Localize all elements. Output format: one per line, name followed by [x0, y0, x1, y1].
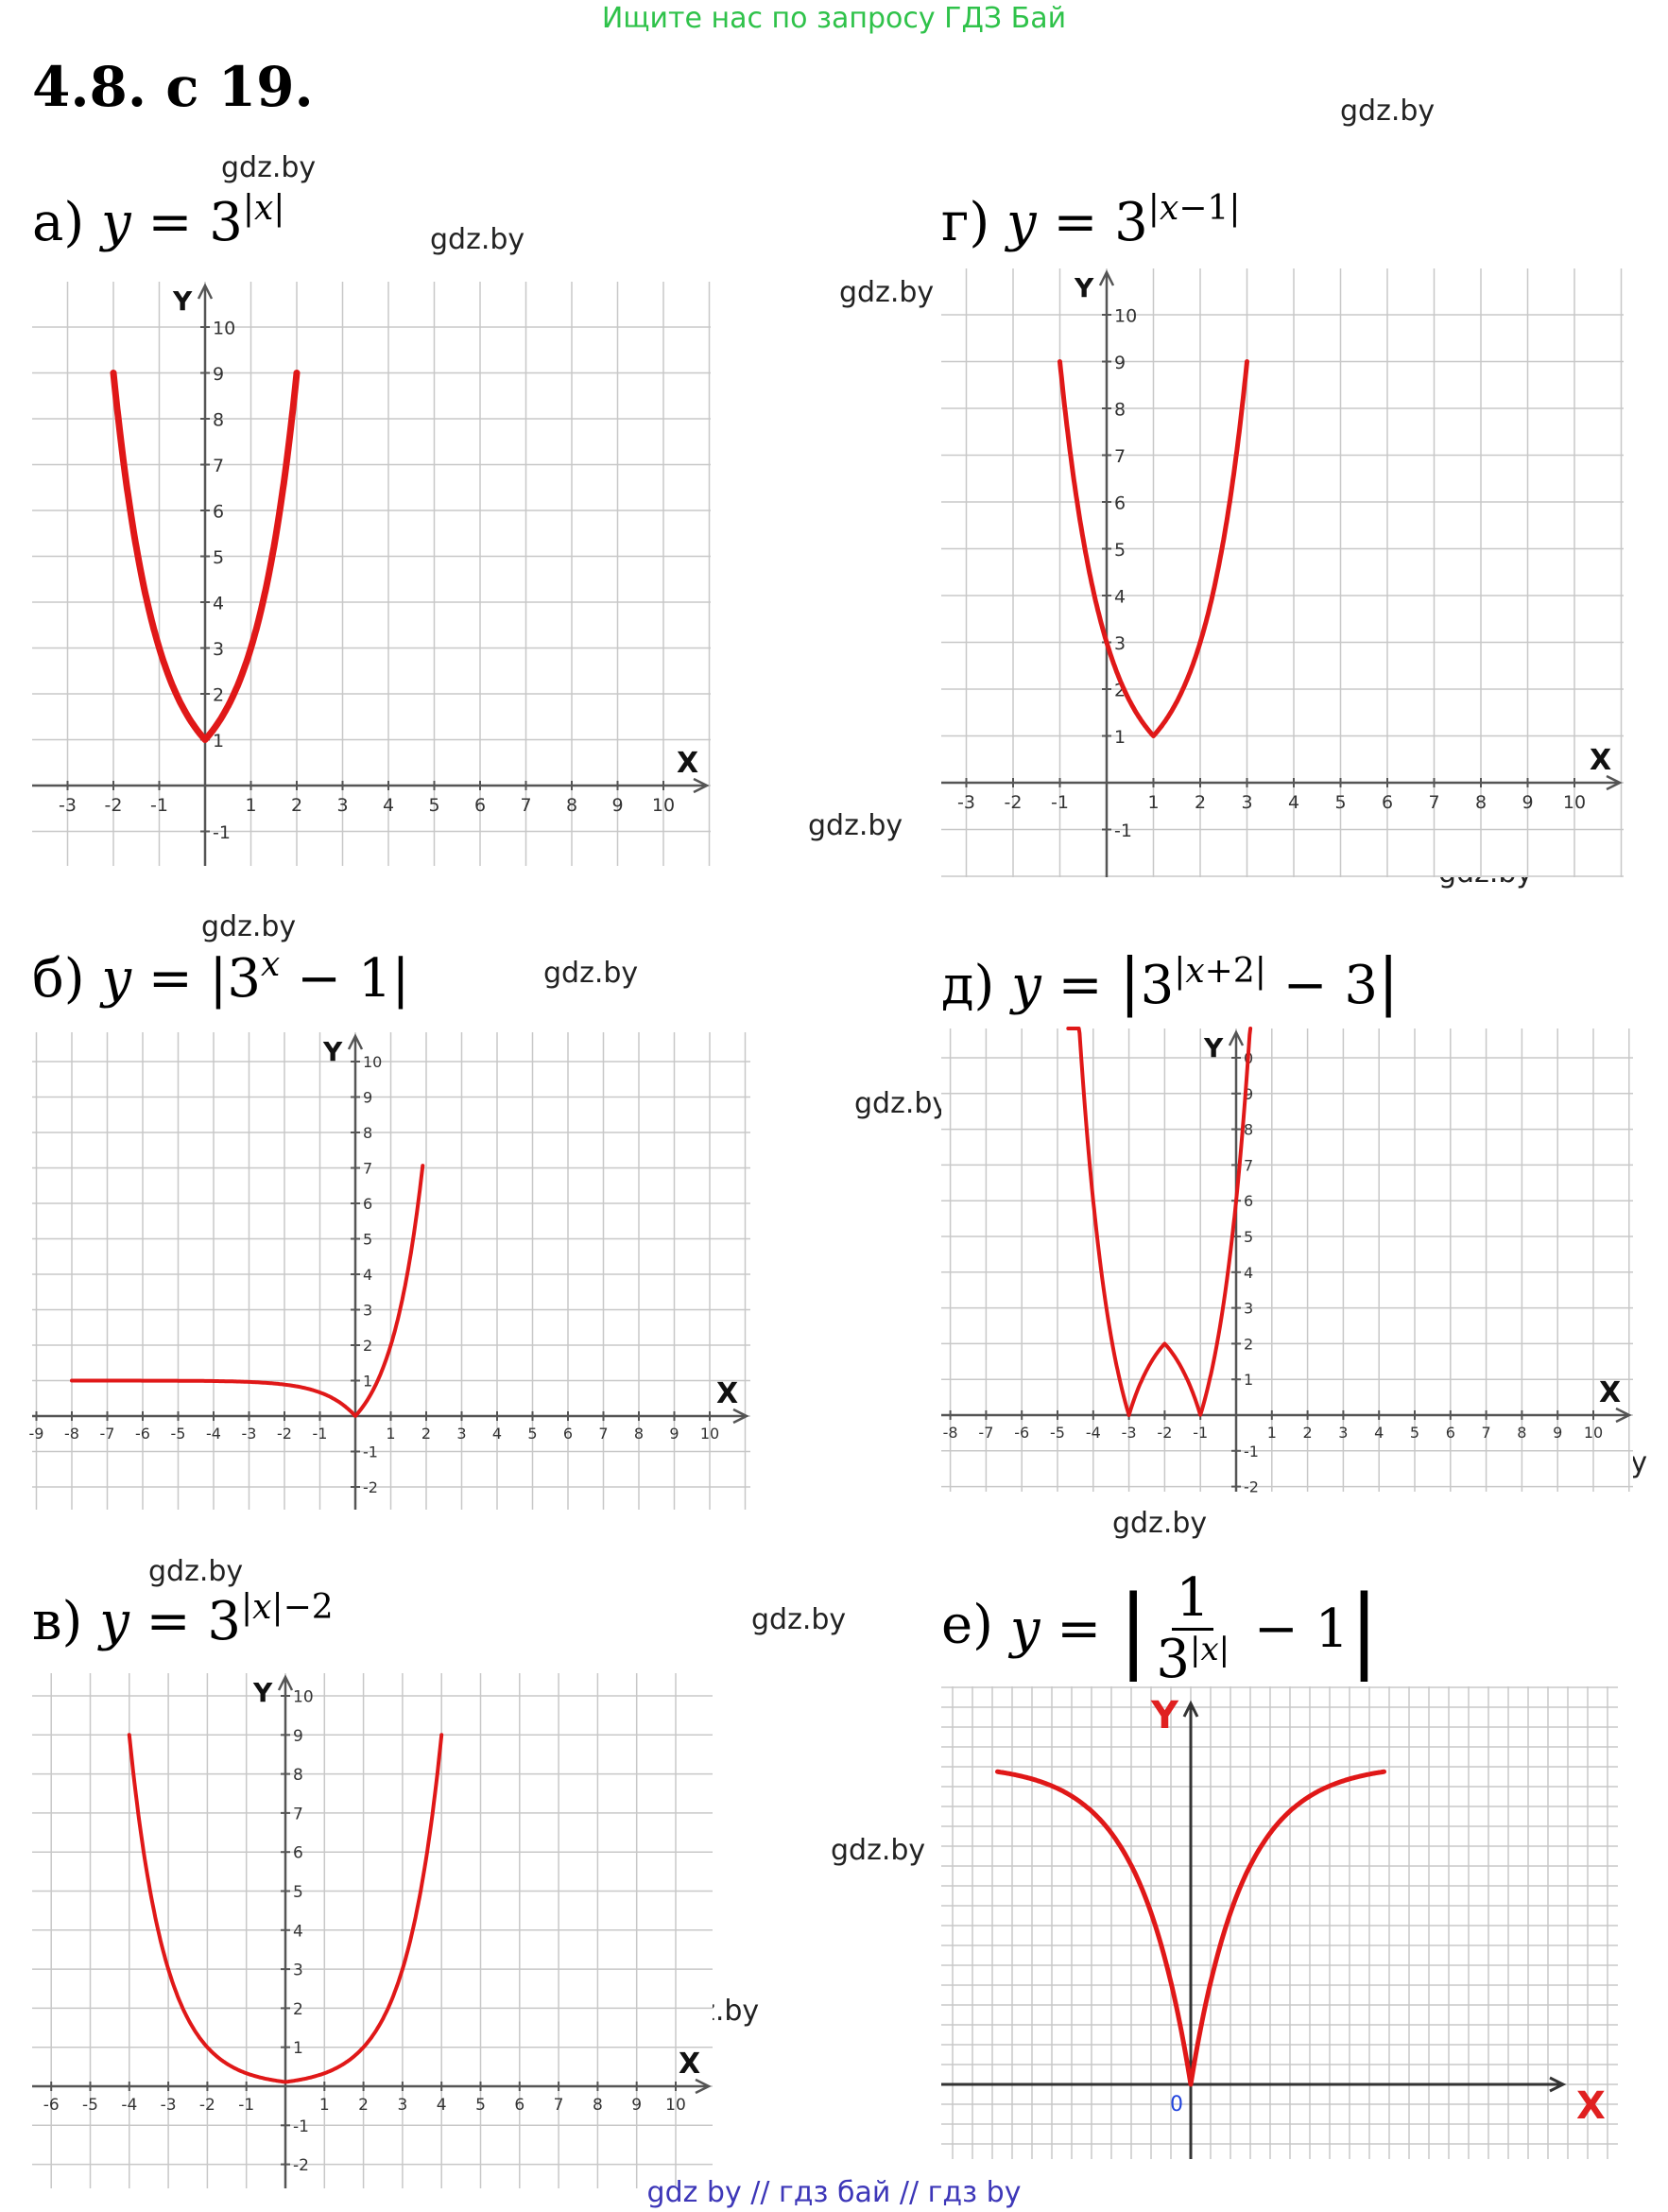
- y-tick-label: 9: [213, 364, 225, 385]
- graph-a: [32, 282, 711, 866]
- y-tick-label: 7: [1114, 446, 1126, 467]
- x-tick-label: 5: [1334, 792, 1347, 813]
- x-tick-label: 3: [336, 795, 349, 816]
- x-tick-label: 8: [565, 795, 578, 816]
- y-tick-label: -1: [213, 822, 231, 843]
- x-tick-label: 8: [1517, 1424, 1527, 1442]
- x-tick-label: 7: [520, 795, 532, 816]
- y-tick-label: 10: [363, 1053, 383, 1071]
- x-tick-label: -4: [206, 1425, 221, 1443]
- x-tick-label: 2: [358, 2096, 370, 2115]
- x-tick-label: 6: [473, 795, 487, 816]
- x-tick-label: 3: [397, 2096, 408, 2115]
- x-tick-label: 4: [491, 1425, 503, 1443]
- y-tick-label: 3: [1114, 633, 1126, 654]
- formula-letter: а): [32, 192, 85, 253]
- y-tick-label: -2: [1244, 1478, 1259, 1496]
- watermark: gdz.by: [197, 1902, 292, 1935]
- y-tick-label: 1: [1114, 727, 1126, 748]
- x-tick-label: 8: [633, 1425, 645, 1443]
- x-tick-label: 10: [1562, 792, 1587, 813]
- y-tick-label: 3: [363, 1301, 373, 1320]
- x-tick-label: -3: [1121, 1424, 1137, 1442]
- y-tick-label: 6: [1114, 493, 1126, 514]
- origin-label: 0: [1170, 2093, 1183, 2117]
- y-tick-label: 1: [363, 1372, 373, 1391]
- graph-d: [941, 1028, 1633, 1496]
- x-tick-label: -2: [104, 795, 123, 816]
- y-tick-label: 1: [293, 2039, 303, 2059]
- x-tick-label: 9: [1522, 792, 1534, 813]
- x-tick-label: 5: [428, 795, 440, 816]
- x-tick-label: -8: [942, 1424, 958, 1442]
- y-tick-label: 3: [293, 1961, 303, 1980]
- formula-letter: в): [32, 1591, 83, 1652]
- y-tick-label: 8: [293, 1766, 303, 1786]
- x-tick-label: -2: [277, 1425, 292, 1443]
- x-tick-label: 9: [631, 2096, 643, 2115]
- x-tick-label: 8: [1474, 792, 1487, 813]
- y-tick-label: 2: [363, 1337, 373, 1355]
- x-tick-label: -1: [1051, 792, 1069, 813]
- y-tick-label: 8: [1114, 399, 1126, 421]
- x-tick-label: 4: [1374, 1424, 1384, 1442]
- y-tick-label: 8: [363, 1124, 373, 1142]
- x-tick-label: 1: [1266, 1424, 1277, 1442]
- y-tick-label: -1: [293, 2117, 309, 2136]
- graph-v: [32, 1673, 713, 2188]
- x-tick-label: -3: [59, 795, 77, 816]
- x-tick-label: 7: [1428, 792, 1440, 813]
- formula-letter: б): [32, 948, 85, 1010]
- x-tick-label: 7: [1481, 1424, 1491, 1442]
- y-tick-label: 2: [293, 1999, 303, 2019]
- x-tick-label: 8: [592, 2096, 603, 2115]
- y-tick-label: 7: [293, 1805, 303, 1824]
- y-axis-label: Y: [1075, 272, 1094, 303]
- x-tick-label: 6: [1445, 1424, 1455, 1442]
- formula-letter: г): [941, 192, 990, 253]
- x-tick-label: 3: [456, 1425, 467, 1443]
- y-tick-label: -1: [1114, 821, 1132, 841]
- y-tick-label: -1: [363, 1443, 378, 1461]
- y-tick-label: 0: [1244, 1049, 1254, 1067]
- watermark: gdz.by: [543, 957, 639, 990]
- y-tick-label: 5: [1114, 540, 1126, 561]
- x-axis-label: X: [1599, 1376, 1622, 1409]
- x-axis-label: X: [1576, 2084, 1606, 2128]
- x-tick-label: 2: [1302, 1424, 1313, 1442]
- y-tick-label: 6: [1244, 1192, 1254, 1211]
- x-tick-label: 4: [436, 2096, 447, 2115]
- x-tick-label: -2: [198, 2096, 215, 2115]
- x-tick-label: 1: [386, 1425, 396, 1443]
- x-tick-label: -7: [978, 1424, 994, 1442]
- y-axis-label: Y: [1204, 1032, 1224, 1063]
- x-tick-label: 2: [1194, 792, 1207, 813]
- x-axis-label: X: [716, 1377, 739, 1410]
- y-tick-label: 1: [213, 731, 225, 752]
- watermark: gdz.by: [301, 592, 396, 625]
- x-tick-label: 6: [1381, 792, 1394, 813]
- watermark: gdz.by: [1553, 1446, 1648, 1479]
- x-tick-label: -2: [1004, 792, 1023, 813]
- y-axis-label: Y: [253, 1677, 273, 1708]
- y-tick-label: 7: [213, 456, 225, 476]
- x-tick-label: 4: [1287, 792, 1300, 813]
- y-tick-label: 7: [1244, 1156, 1254, 1175]
- y-tick-label: 1: [1244, 1371, 1254, 1390]
- y-tick-label: 3: [213, 639, 225, 660]
- watermark: gdz.by: [831, 1834, 926, 1867]
- x-tick-label: -6: [1014, 1424, 1030, 1442]
- y-tick-label: 8: [1244, 1120, 1254, 1139]
- x-tick-label: 1: [1147, 792, 1160, 813]
- x-tick-label: -2: [1157, 1424, 1173, 1442]
- watermark: gdz.by: [664, 1995, 760, 2028]
- watermark: gdz.by: [201, 910, 297, 943]
- graph-g: [941, 268, 1624, 877]
- x-tick-label: -1: [150, 795, 168, 816]
- y-tick-label: -1: [1244, 1442, 1259, 1460]
- x-tick-label: -5: [82, 2096, 98, 2115]
- graph-e: [941, 1686, 1618, 2159]
- y-tick-label: 5: [213, 547, 225, 568]
- formula-d: д) $y = |3^{|x+2|} - 3|$: [941, 945, 1400, 1018]
- x-axis-label: X: [679, 2048, 701, 2081]
- y-tick-label: 5: [293, 1883, 303, 1902]
- x-tick-label: 6: [514, 2096, 525, 2115]
- y-axis-label: Y: [323, 1036, 343, 1067]
- watermark: gdz.by: [430, 223, 525, 256]
- x-tick-label: 1: [318, 2096, 330, 2115]
- y-tick-label: 2: [1114, 680, 1126, 701]
- watermark: gdz.by: [1340, 95, 1436, 128]
- watermark: gdz.by: [808, 809, 903, 842]
- graph-b: [28, 1032, 750, 1510]
- x-tick-label: -9: [28, 1425, 44, 1443]
- watermark: gdz.by: [854, 1087, 950, 1120]
- x-axis-label: X: [677, 747, 699, 780]
- y-tick-label: 9: [1244, 1084, 1254, 1103]
- watermark: gdz.by: [316, 739, 411, 772]
- x-tick-label: -1: [238, 2096, 255, 2115]
- watermark: gdz.by: [839, 276, 935, 309]
- x-tick-label: -4: [121, 2096, 138, 2115]
- formula-letter: д): [941, 955, 995, 1016]
- y-tick-label: 8: [213, 409, 225, 431]
- x-tick-label: -1: [1193, 1424, 1209, 1442]
- x-tick-label: -5: [170, 1425, 186, 1443]
- y-tick-label: 10: [293, 1687, 314, 1707]
- x-tick-label: -6: [135, 1425, 150, 1443]
- watermark: gdz.by: [751, 1603, 847, 1636]
- x-tick-label: -6: [43, 2096, 60, 2115]
- y-tick-label: 10: [213, 318, 236, 339]
- y-tick-label: 9: [363, 1088, 373, 1107]
- y-tick-label: 6: [213, 501, 225, 523]
- x-tick-label: 3: [1241, 792, 1253, 813]
- x-tick-label: -5: [1050, 1424, 1065, 1442]
- x-tick-label: 7: [553, 2096, 564, 2115]
- y-tick-label: 9: [1114, 353, 1126, 373]
- problem-title: 4.8. с 19.: [32, 55, 314, 119]
- y-tick-label: 6: [293, 1843, 303, 1863]
- x-tick-label: -4: [1085, 1424, 1101, 1442]
- x-tick-label: 5: [1409, 1424, 1420, 1442]
- x-tick-label: 10: [665, 2096, 686, 2115]
- search-banner[interactable]: Ищите нас по запросу ГДЗ Бай: [601, 2, 1067, 35]
- y-tick-label: 7: [363, 1159, 373, 1178]
- x-tick-label: 9: [1553, 1424, 1563, 1442]
- y-tick-label: -2: [363, 1478, 378, 1496]
- x-tick-label: 1: [245, 795, 257, 816]
- watermark: gdz.by: [1112, 1507, 1208, 1540]
- x-tick-label: 5: [475, 2096, 486, 2115]
- y-tick-label: 4: [213, 593, 225, 614]
- y-tick-label: 9: [293, 1726, 303, 1746]
- y-tick-label: 2: [1244, 1335, 1254, 1354]
- x-tick-label: 5: [527, 1425, 538, 1443]
- x-tick-label: -7: [99, 1425, 115, 1443]
- x-tick-label: -3: [957, 792, 975, 813]
- y-axis-label: Y: [1151, 1694, 1178, 1737]
- x-tick-label: 2: [290, 795, 303, 816]
- x-axis-label: X: [1590, 744, 1612, 777]
- y-tick-label: 6: [363, 1195, 373, 1213]
- y-tick-label: 4: [293, 1922, 303, 1942]
- y-axis-label: Y: [173, 285, 193, 317]
- formula-v: в) $y = 3^{|x|-2}$: [32, 1588, 334, 1652]
- y-tick-label: 10: [1114, 305, 1138, 327]
- x-tick-label: -8: [64, 1425, 79, 1443]
- formula-a: а) $y = 3^{|x|}$: [32, 189, 285, 253]
- formula-g: г) $y = 3^{|x-1|}$: [941, 189, 1241, 253]
- function-curve: [1068, 1028, 1250, 1415]
- watermark: gdz.by: [1438, 856, 1534, 890]
- x-tick-label: 10: [651, 795, 676, 816]
- x-tick-label: 10: [699, 1425, 720, 1443]
- formula-b: б) $y = |3^x - 1|$: [32, 945, 410, 1010]
- x-tick-label: 3: [1338, 1424, 1349, 1442]
- y-tick-label: -2: [293, 2156, 309, 2176]
- y-tick-label: 3: [1244, 1299, 1254, 1318]
- x-tick-label: 7: [598, 1425, 609, 1443]
- y-tick-label: 5: [363, 1230, 373, 1249]
- x-tick-label: 4: [382, 795, 395, 816]
- x-tick-label: 2: [421, 1425, 432, 1443]
- formula-e: е) y = | 1 $3^{|x|}$ − 1 |: [941, 1567, 1380, 1690]
- y-tick-label: 2: [213, 684, 225, 706]
- footer-links[interactable]: gdz by // гдз бай // гдз by: [646, 2176, 1022, 2209]
- watermark: gdz.by: [1316, 675, 1412, 708]
- y-tick-label: 4: [1244, 1263, 1254, 1282]
- x-tick-label: 9: [669, 1425, 679, 1443]
- watermark: gdz.by: [221, 151, 317, 184]
- watermark: gdz.by: [148, 1555, 244, 1588]
- x-tick-label: 6: [562, 1425, 574, 1443]
- x-tick-label: 10: [1583, 1424, 1604, 1442]
- formula-letter: е): [941, 1594, 993, 1656]
- x-tick-label: -3: [160, 2096, 177, 2115]
- y-tick-label: 4: [363, 1266, 373, 1284]
- x-tick-label: -3: [241, 1425, 257, 1443]
- x-tick-label: -1: [312, 1425, 328, 1443]
- y-tick-label: 4: [1114, 586, 1126, 608]
- x-tick-label: 9: [611, 795, 624, 816]
- y-tick-label: 5: [1244, 1228, 1254, 1246]
